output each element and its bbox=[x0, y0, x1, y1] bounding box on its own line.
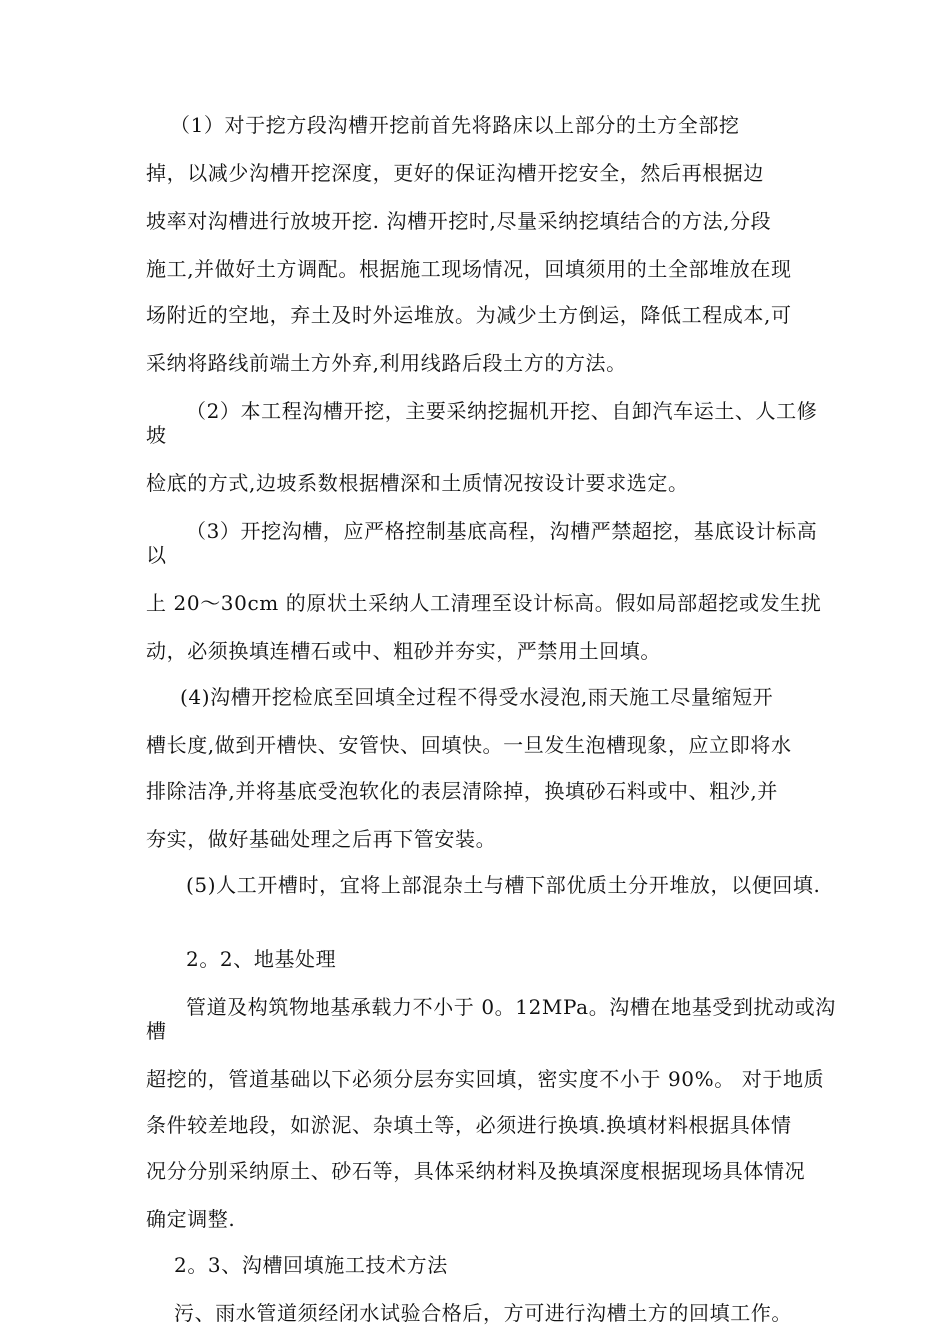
paragraph-2-line-1: （2）本工程沟槽开挖，主要采纳挖掘机开挖、自卸汽车运土、人工修 bbox=[186, 399, 818, 423]
paragraph-4-line-2: 槽长度,做到开槽快、安管快、回填快。一旦发生泡槽现象，应立即将水 bbox=[146, 733, 792, 757]
paragraph-2-line-2: 坡 bbox=[146, 423, 167, 447]
paragraph-3-line-4: 动，必须换填连槽石或中、粗砂并夯实，严禁用土回填。 bbox=[146, 639, 661, 663]
paragraph-4-line-1: (4)沟槽开挖检底至回填全过程不得受水浸泡,雨天施工尽量缩短开 bbox=[180, 685, 774, 709]
paragraph-3-line-2: 以 bbox=[146, 543, 167, 567]
paragraph-1-line-5: 场附近的空地，弃土及时外运堆放。为减少土方倒运，降低工程成本,可 bbox=[146, 303, 792, 327]
paragraph-2-line-3: 检底的方式,边坡系数根据槽深和土质情况按设计要求选定。 bbox=[146, 471, 689, 495]
paragraph-1-line-2: 掉，以减少沟槽开挖深度，更好的保证沟槽开挖安全，然后再根据边 bbox=[146, 161, 764, 185]
paragraph-1-line-3: 坡率对沟槽进行放坡开挖. 沟槽开挖时,尽量采纳挖填结合的方法,分段 bbox=[146, 209, 772, 233]
paragraph-6-line-2: 槽 bbox=[146, 1019, 167, 1043]
paragraph-1-line-4: 施工,并做好土方调配。根据施工现场情况，回填须用的土全部堆放在现 bbox=[146, 257, 792, 281]
paragraph-1-line-6: 采纳将路线前端土方外弃,利用线路后段土方的方法。 bbox=[146, 351, 627, 375]
paragraph-4-line-3: 排除洁净,并将基底受泡软化的表层清除掉，换填砂石料或中、粗沙,并 bbox=[146, 779, 778, 803]
section-heading-2-3: 2。3、沟槽回填施工技术方法 bbox=[174, 1253, 448, 1277]
paragraph-4-line-4: 夯实，做好基础处理之后再下管安装。 bbox=[146, 827, 497, 851]
paragraph-6-line-1: 管道及构筑物地基承载力不小于 0。12MPa。沟槽在地基受到扰动或沟 bbox=[186, 995, 836, 1019]
paragraph-6-line-3: 超挖的，管道基础以下必须分层夯实回填，密实度不小于 90%。 对于地质 bbox=[146, 1067, 825, 1091]
paragraph-6-line-4: 条件较差地段，如淤泥、杂填土等，必须进行换填.换填材料根据具体情 bbox=[146, 1113, 792, 1137]
paragraph-5-line-1: (5)人工开槽时，宜将上部混杂土与槽下部优质土分开堆放，以便回填. bbox=[186, 873, 821, 897]
paragraph-7-line-1: 污、雨水管道须经闭水试验合格后，方可进行沟槽土方的回填工作。 bbox=[174, 1301, 792, 1325]
paragraph-3-line-3: 上 20～30cm 的原状土采纳人工清理至设计标高。假如局部超挖或发生扰 bbox=[146, 591, 822, 615]
paragraph-3-line-1: （3）开挖沟槽，应严格控制基底高程，沟槽严禁超挖，基底设计标高 bbox=[186, 519, 818, 543]
paragraph-6-line-5: 况分分别采纳原土、砂石等，具体采纳材料及换填深度根据现场具体情况 bbox=[146, 1159, 806, 1183]
paragraph-6-line-6: 确定调整. bbox=[146, 1207, 236, 1231]
section-heading-2-2: 2。2、地基处理 bbox=[186, 947, 337, 971]
paragraph-1-line-1: （1）对于挖方段沟槽开挖前首先将路床以上部分的土方全部挖 bbox=[170, 113, 740, 137]
